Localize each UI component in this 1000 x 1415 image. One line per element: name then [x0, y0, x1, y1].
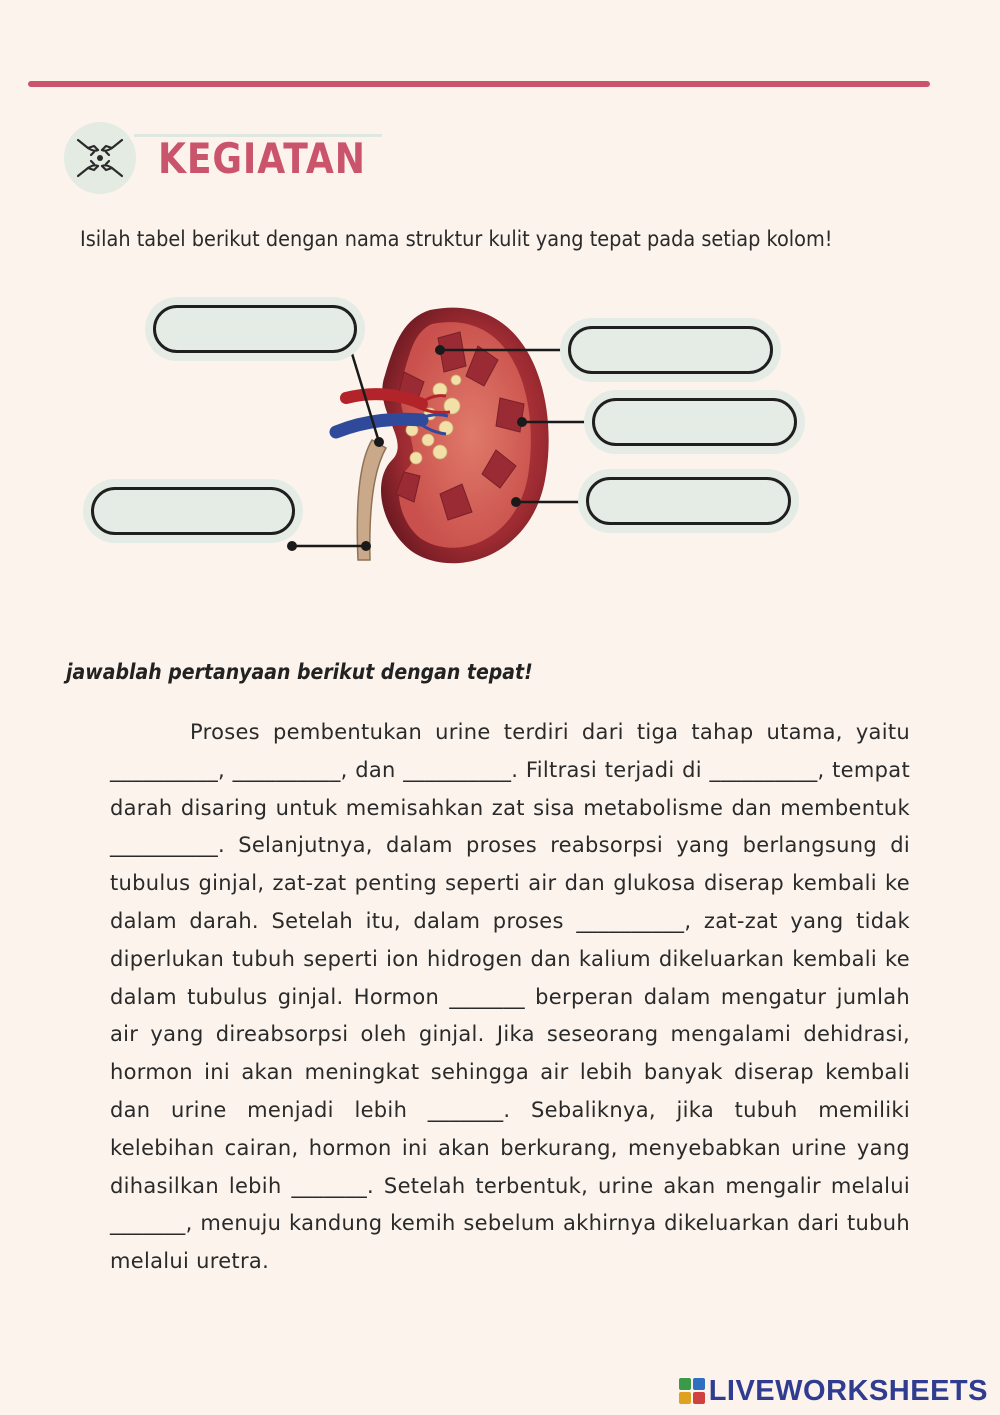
instruction-text: Isilah tabel berikut dengan nama struktur kulit yang tepat pada setiap kolom! — [80, 227, 833, 251]
kidney — [381, 308, 549, 564]
answer-box-2[interactable] — [568, 326, 773, 374]
question-heading: jawablah pertanyaan berikut dengan tepat! — [66, 660, 533, 684]
kidney-diagram — [0, 280, 1000, 600]
liveworksheets-logo-icon — [679, 1378, 705, 1404]
page-title: KEGIATAN — [158, 134, 366, 183]
top-divider — [28, 81, 930, 87]
fill-in-passage: Proses pembentukan urine terdiri dari tiga tahap utama, yaitu __________, __________, dan __________. Filtrasi terjadi di __________, tempat darah disaring untuk memisahkan zat sisa metabolisme dan membentuk __________. Selanjutnya, dalam proses reabsorpsi yang berlangsung di tubulus ginjal, zat-zat penting seperti air dan glukosa diserap kembali ke dalam darah. Setelah itu, dalam proses __________, zat-zat yang tidak diperlukan tubuh seperti ion hidrogen dan kalium dikeluarkan kembali ke dalam tubulus ginjal. Hormon _______ berperan dalam mengatur jumlah air yang direabsorpsi oleh ginjal. Jika seseorang mengalami dehidrasi, hormon ini akan meningkat sehingga air lebih banyak diserap kembali dan urine menjadi lebih _______. Sebaliknya, jika tubuh memiliki kelebihan cairan, hormon ini akan berkurang, menyebabkan urine yang dihasilkan lebih _______. Setelah terbentuk, urine akan mengalir melalui _______, menuju kandung kemih sebelum akhirnya dikeluarkan dari tubuh melalui uretra. — [110, 720, 910, 1274]
answer-box-4[interactable] — [586, 477, 791, 525]
teamwork-hands-icon — [64, 122, 136, 194]
answer-box-1[interactable] — [153, 305, 357, 353]
watermark-text: LIVEWORKSHEETS — [708, 1374, 988, 1407]
answer-box-5[interactable] — [91, 487, 295, 535]
watermark — [679, 1373, 988, 1409]
ureter — [357, 440, 386, 560]
answer-box-3[interactable] — [592, 398, 797, 446]
